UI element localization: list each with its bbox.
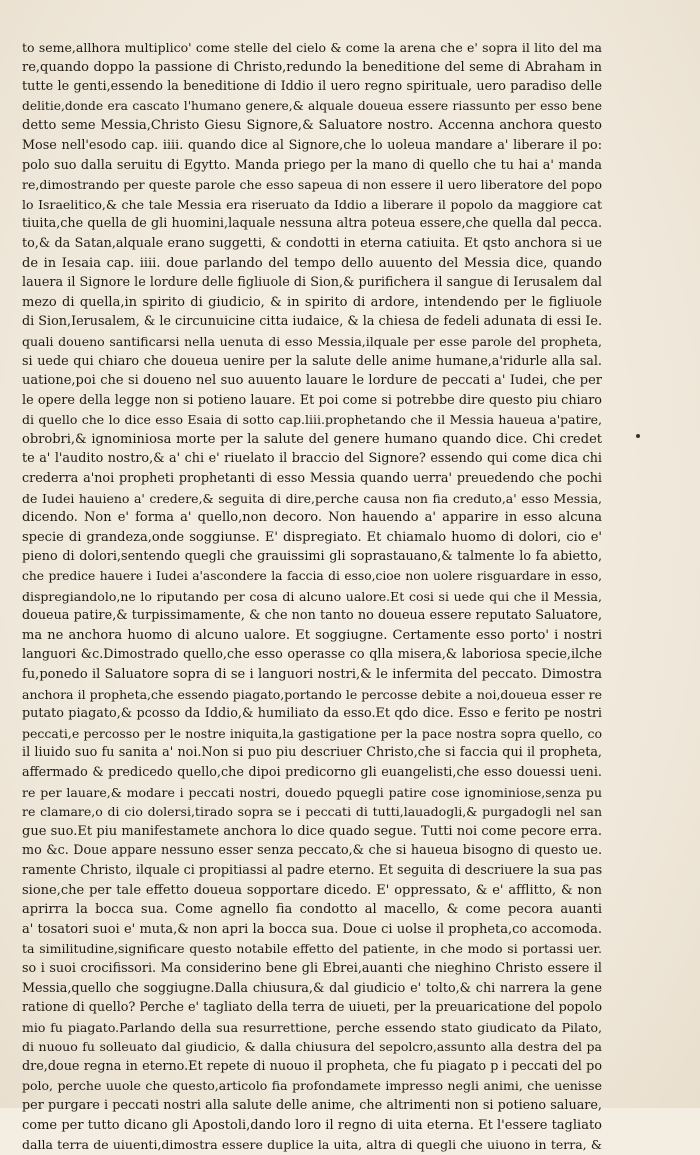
text-line: to seme,allhora multiplico' come stelle del cielo & come la arena che e' sopra il lito del ma — [22, 40, 602, 55]
text-line: peccati,e percosso per le nostre iniquita,la gastigatione per la pace nostra sopra quello, co — [22, 725, 602, 741]
ink-speck — [636, 434, 640, 438]
text-line: tutte le genti,essendo la beneditione di Iddio il uero regno spirituale, uero paradiso delle — [22, 79, 602, 95]
text-line: crederra a'noi propheti prophetanti di esso Messia quando uerra' preuedendo che pochi — [22, 471, 602, 487]
text-line: che predice hauere i Iudei a'ascondere la faccia di esso,cioe non uolere risguardare in esso, — [22, 569, 602, 584]
text-line: le opere della legge non si potieno lauare. Et poi come si potrebbe dire questo piu chiaro — [22, 392, 602, 408]
text-line: Mose nell'esodo cap. iiii. quando dice al Signore,che lo uoleua mandare a' liberare il po: — [22, 137, 602, 153]
text-line: re clamare,o di cio dolersi,tirado sopra se i peccati di tutti,lauadogli,& purgadogli nel san — [22, 804, 602, 820]
text-line: di quello che lo dice esso Esaia di sotto cap.liii.prophetando che il Messia haueua a'patire, — [22, 412, 602, 428]
text-line: de Iudei hauieno a' credere,& seguita di dire,perche causa non fia creduto,a' esso Messia, — [22, 490, 602, 506]
text-line: dre,doue regna in eterno.Et repete di nuouo il propheta, che fu piagato p i peccati del po — [22, 1058, 602, 1074]
text-line: ta similitudine,significare questo notabile effetto del patiente, in che modo si portassi uer. — [22, 941, 602, 957]
text-line: lo Israelitico,& che tale Messia era riseruato da Iddio a liberare il popolo da maggiore cat — [22, 196, 602, 212]
text-line: il liuido suo fu sanita a' noi.Non si puo piu descriuer Christo,che si faccia qui il propheta, — [22, 745, 602, 761]
text-line: re,dimostrando per queste parole che esso sapeua di non essere il uero liberatore del popo — [22, 177, 602, 193]
text-line: mezo di quella,in spirito di giudicio, & in spirito di ardore, intendendo per le figliuole — [22, 294, 602, 310]
text-line: dicendo. Non e' forma a' quello,non decoro. Non hauendo a' apparire in esso alcuna — [22, 510, 602, 526]
text-line: ma ne anchora huomo di alcuno ualore. Et soggiugne. Certamente esso porto' i nostri — [22, 627, 602, 643]
text-line: Messia,quello che soggiugne.Dalla chiusura,& dal giudicio e' tolto,& chi narrera la gene — [22, 980, 602, 996]
text-line: fu,ponedo il Saluatore sopra di se i languori nostri,& le infermita del peccato. Dimostra — [22, 667, 602, 682]
text-line: polo, perche uuole che questo,articolo fia profondamete impresso negli animi, che uenisse — [22, 1078, 602, 1094]
text-line: sione,che per tale effetto doueua sopportare dicedo. E' oppressato, & e' afflitto, & non — [22, 882, 602, 898]
text-line: aprirra la bocca sua. Come agnello fia condotto al macello, & come pecora auanti — [22, 902, 602, 918]
text-line: polo suo dalla seruitu di Egytto. Manda priego per la mano di quello che tu hai a' manda — [22, 157, 602, 173]
text-line: di Sion,Ierusalem, & le circunuicine citta iudaice, & la chiesa de fedeli adunata di essi Ie. — [22, 314, 602, 330]
text-line: pieno di dolori,sentendo quegli che grauissimi gli soprastauano,& talmente lo fa abietto, — [22, 549, 602, 565]
text-line: re per lauare,& modare i peccati nostri, douedo pquegli patire cose ignominiose,senza pu — [22, 784, 602, 800]
text-line: come per tutto dicano gli Apostoli,dando loro il regno di uita eterna. Et l'essere tagliato — [22, 1117, 602, 1133]
text-line: si uede qui chiaro che doueua uenire per la salute delle anime humane,a'ridurle alla sal. — [22, 353, 602, 369]
text-line: per purgare i peccati nostri alla salute delle anime, che altrimenti non si potieno saluare, — [22, 1098, 602, 1114]
text-line: mo &c. Doue appare nessuno esser senza peccato,& che si haueua bisogno di questo ue. — [22, 843, 602, 859]
text-line: te a' l'audito nostro,& a' chi e' riuelato il braccio del Signore? essendo qui come dica chi — [22, 451, 602, 467]
text-line: di nuouo fu solleuato dal giudicio, & dalla chiusura del sepolcro,assunto alla destra del pa — [22, 1039, 602, 1055]
text-line: delitie,donde era cascato l'humano genere,& alquale doueua essere riassunto per esso bene — [22, 98, 602, 113]
text-line: dalla terra de uiuenti,dimostra essere duplice la uita, altra di quegli che uiuono in terra, & — [22, 1137, 602, 1153]
text-line: tiuita,che quella de gli huomini,laquale nessuna altra poteua essere,che quella dal pecca. — [22, 216, 602, 232]
text-line: doueua patire,& turpissimamente, & che non tanto no doueua essere reputato Saluatore, — [22, 608, 602, 624]
text-line: putato piagato,& pcosso da Iddio,& humiliato da esso.Et qdo dice. Esso e ferito pe nostri — [22, 706, 602, 722]
text-line: lauera il Signore le lordure delle figliuole di Sion,& purifichera il sangue di Ierusalem dal — [22, 275, 602, 291]
text-line: re,quando doppo la passione di Christo,redundo la beneditione del seme di Abraham in — [22, 59, 602, 75]
text-line: to,& da Satan,alquale erano suggetti, & condotti in eterna catiuita. Et qsto anchora si ue — [22, 235, 602, 251]
text-line: so i suoi crocifissori. Ma considerino bene gli Ebrei,auanti che nieghino Christo essere il — [22, 960, 602, 976]
text-line: dispregiandolo,ne lo riputando per cosa di alcuno ualore.Et cosi si uede qui che il Messia, — [22, 588, 602, 604]
text-line: a' tosatori suoi e' muta,& non apri la bocca sua. Doue ci uolse il propheta,co accomoda. — [22, 921, 602, 937]
text-line: affermado & predicedo quello,che dipoi predicorno gli euangelisti,che esso douessi ueni. — [22, 764, 602, 780]
text-line: quali doueno santificarsi nella uenuta di esso Messia,ilquale per esse parole del propheta, — [22, 333, 602, 349]
text-line: obrobri,& ignominiosa morte per la salute del genere humano quando dice. Chi credet — [22, 431, 602, 447]
text-line: anchora il propheta,che essendo piagato,portando le percosse debite a noi,doueua esser re — [22, 686, 602, 702]
text-line: ramente Christo, ilquale ci propitiassi al padre eterno. Et seguita di descriuere la sua pas — [22, 862, 602, 878]
text-line: mio fu piagato.Parlando della sua resurrettione, perche essendo stato giudicato da Pilato, — [22, 1019, 602, 1035]
text-line: uatione,poi che si doueno nel suo auuento lauare le lordure de peccati a' Iudei, che per — [22, 373, 602, 389]
text-line: detto seme Messia,Christo Giesu Signore,& Saluatore nostro. Accenna anchora questo — [22, 118, 602, 134]
page-text-column — [22, 38, 602, 1155]
text-line: languori &c.Dimostrado quello,che esso operasse co qlla misera,& laboriosa specie,ilche — [22, 647, 602, 663]
text-line: specie di grandeza,onde soggiunse. E' dispregiato. Et chiamalo huomo di dolori, cio e' — [22, 529, 602, 545]
text-line: gue suo.Et piu manifestamete anchora lo dice quado segue. Tutti noi come pecore erra. — [22, 823, 602, 839]
text-line: de in Iesaia cap. iiii. doue parlando del tempo dello auuento del Messia dice, quando — [22, 255, 602, 271]
text-line: ratione di quello? Perche e' tagliato della terra de uiueti, per la preuaricatione del popolo — [22, 1000, 602, 1016]
